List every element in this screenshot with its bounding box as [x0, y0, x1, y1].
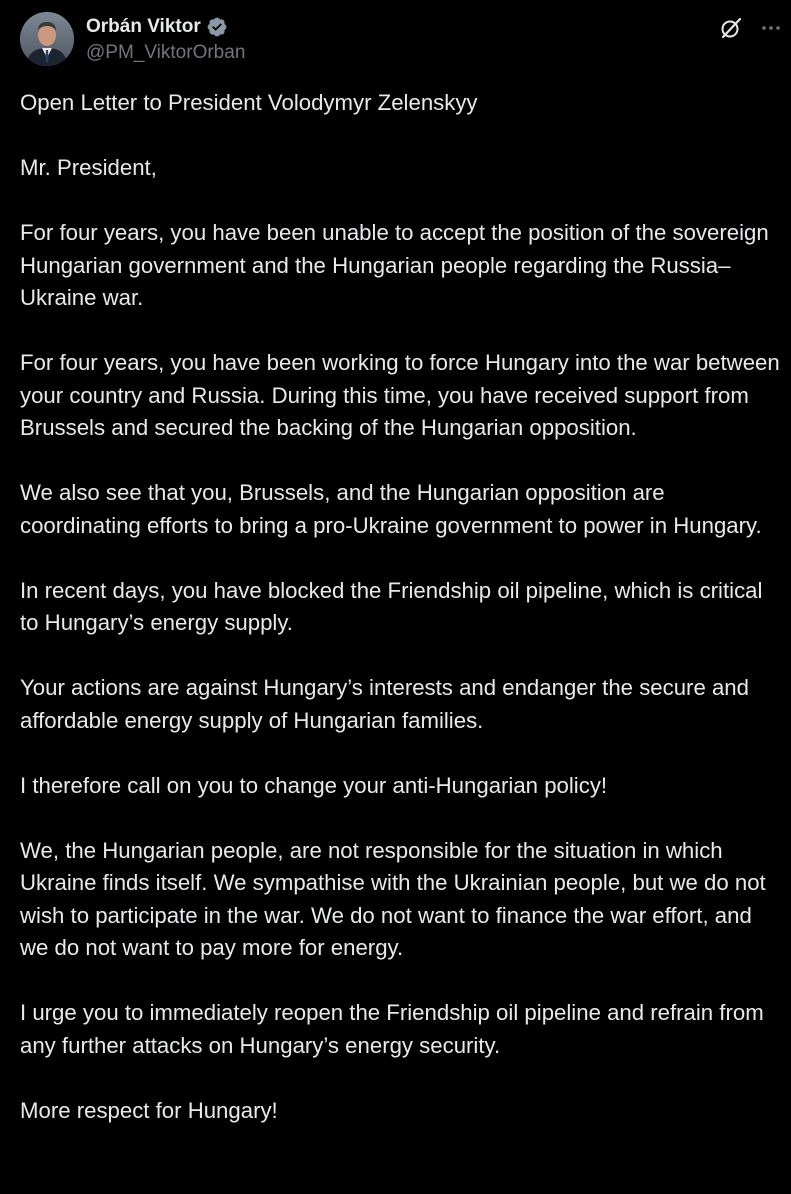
- post-paragraph: For four years, you have been unable to accept the position of the sovereign Hungarian government and the Hungarian people regarding the Russia–Ukraine war.: [20, 220, 769, 310]
- grok-icon[interactable]: [717, 14, 745, 42]
- post-paragraph: I urge you to immediately reopen the Friendship oil pipeline and refrain from any further attacks on Hungary’s energy security.: [20, 1000, 764, 1058]
- name-row: [86, 14, 245, 40]
- avatar[interactable]: [20, 12, 74, 66]
- post-title: Open Letter to President Volodymyr Zelenskyy: [20, 90, 478, 115]
- post-paragraph: We, the Hungarian people, are not responsible for the situation in which Ukraine finds itself. We sympathise with the Ukrainian people, but we do not wish to participate in the war. We do not want to finance the war effort, and we do not want to pay more for energy.: [20, 837, 766, 960]
- verified-badge-icon[interactable]: [206, 16, 228, 38]
- tweet-text: [20, 87, 785, 1160]
- post-paragraph: We also see that you, Brussels, and the Hungarian opposition are coordinating efforts to bring a pro-Ukraine government to power in Hungary.: [20, 480, 762, 538]
- handle[interactable]: @PM_ViktorOrban: [86, 42, 246, 63]
- author-block: [86, 14, 245, 66]
- post-closing: More respect for Hungary!: [20, 1097, 278, 1123]
- post-salutation: Mr. President,: [20, 155, 157, 180]
- post-paragraph: For four years, you have been working to force Hungary into the war between your country and Russia. During this time, you have received support from Brussels and secured the backing of the Hungarian opposition.: [20, 350, 780, 440]
- more-icon[interactable]: [757, 14, 785, 42]
- display-name[interactable]: Orbán Viktor: [86, 16, 201, 37]
- avatar-image: [20, 12, 74, 66]
- post-paragraph: I therefore call on you to change your anti-Hungarian policy!: [20, 772, 608, 798]
- post-paragraph: In recent days, you have blocked the Friendship oil pipeline, which is critical to Hungary’s energy supply.: [20, 577, 763, 635]
- tweet-header: [20, 12, 785, 68]
- post-paragraph: Your actions are against Hungary’s interests and endanger the secure and affordable energy supply of Hungarian families.: [20, 675, 749, 733]
